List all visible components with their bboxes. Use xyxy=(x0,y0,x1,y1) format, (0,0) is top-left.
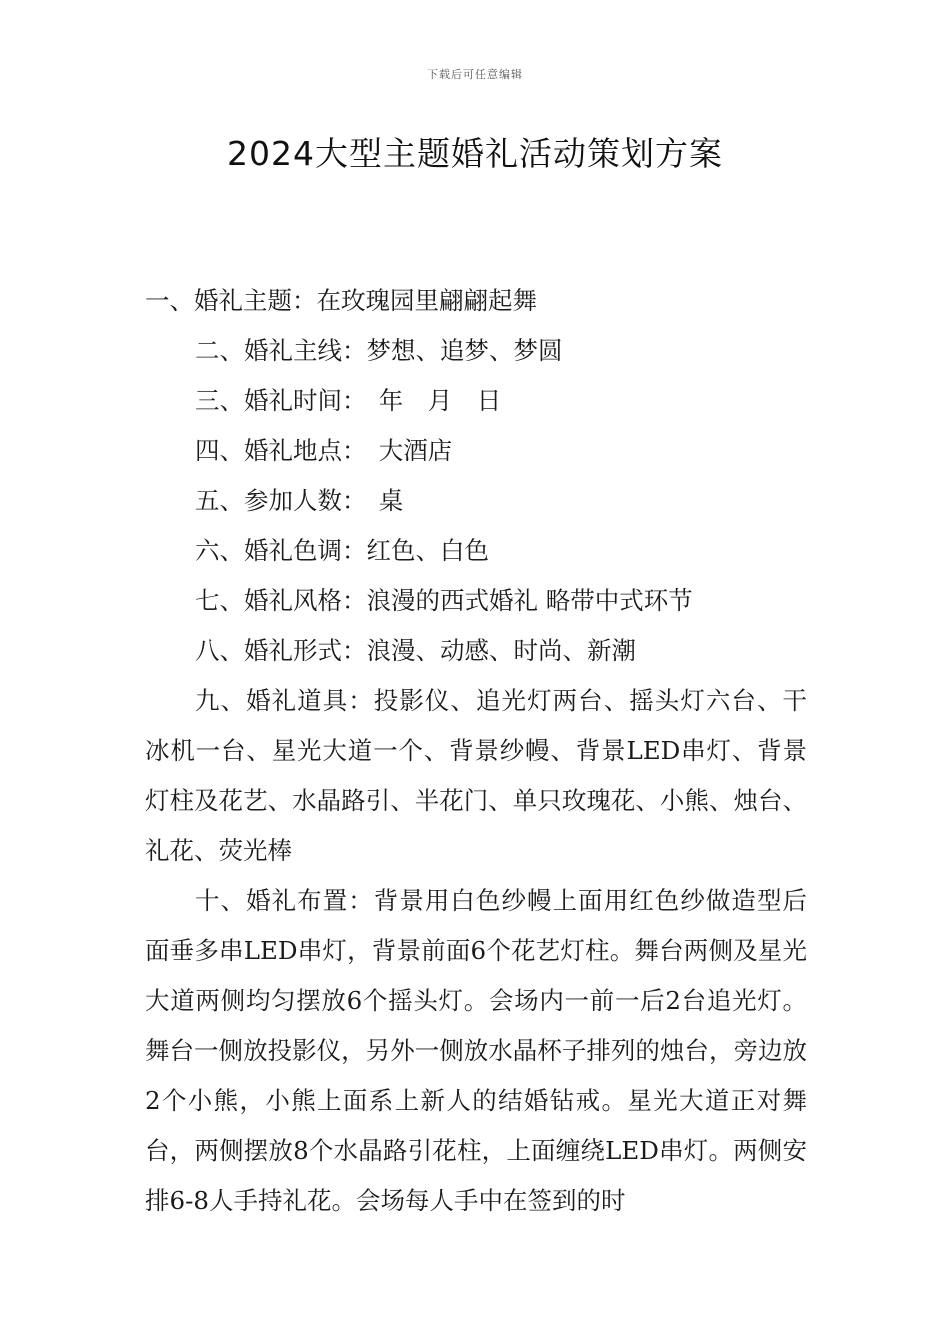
item-props: 九、婚礼道具：投影仪、追光灯两台、摇头灯六台、干冰机一台、星光大道一个、背景纱幔、背景LED串灯、背景灯柱及花艺、水晶路引、半花门、单只玫瑰花、小熊、烛台、礼花、荧光棒 xyxy=(145,686,807,865)
item-colors: 六、婚礼色调：红色、白色 xyxy=(195,536,489,565)
document-body xyxy=(145,276,807,1226)
item-place: 四、婚礼地点： 大酒店 xyxy=(195,436,453,465)
item-time: 三、婚礼时间： 年 月 日 xyxy=(195,386,502,415)
header-note: 下载后可任意编辑 xyxy=(427,68,523,81)
item-guests: 五、参加人数： 桌 xyxy=(195,486,404,515)
item-layout: 十、婚礼布置：背景用白色纱幔上面用红色纱做造型后面垂多串LED串灯，背景前面6个花艺灯柱。舞台两侧及星光大道两侧均匀摆放6个摇头灯。会场内一前一后2台追光灯。舞台一侧放投影仪，另外一侧放水晶杯子排列的烛台，旁边放2个小熊，小熊上面系上新人的结婚钻戒。星光大道正对舞台，两侧摆放8个水晶路引花柱，上面缠绕LED串灯。两侧安排6-8人手持礼花。会场每人手中在签到的时 xyxy=(145,886,807,1215)
item-theme: 一、婚礼主题：在玫瑰园里翩翩起舞 xyxy=(145,286,537,315)
item-form: 八、婚礼形式：浪漫、动感、时尚、新潮 xyxy=(195,636,636,665)
item-style: 七、婚礼风格：浪漫的西式婚礼 略带中式环节 xyxy=(195,586,693,615)
item-mainline: 二、婚礼主线：梦想、追梦、梦圆 xyxy=(195,336,563,365)
document-title: 2024大型主题婚礼活动策划方案 xyxy=(227,134,723,173)
